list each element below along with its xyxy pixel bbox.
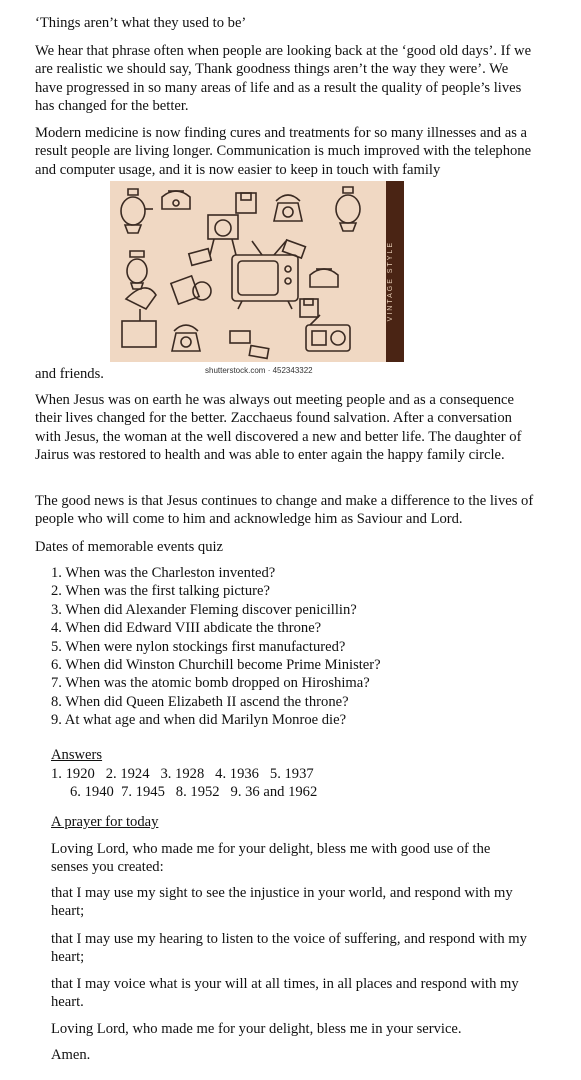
quiz-item: 9. At what age and when did Marilyn Monroe die? — [51, 712, 347, 729]
prayer-line: that I may voice what is your will at all times, in all places and respond with my heart. — [51, 976, 519, 1011]
samovar-icon — [121, 189, 153, 233]
telephone-icon — [172, 195, 302, 351]
paragraph-intro: We hear that phrase often when people are looking back at the ‘good old days’. If we are realistic we should say, Thank goodness things aren’t the way they were’. We have progressed in so many areas of life and as a result the quality of people’s lives has changed for the better. — [35, 43, 532, 115]
paragraph-jesus: When Jesus was on earth he was always out meeting people and as a consequence their lives changed for the better. Zacchaeus found salvation. After a conversation with Jesus, the woman at the well discovered a new and better life. The daughter of Jairus was restored to health and was able to enter again the happy family circle. — [35, 392, 522, 464]
quiz-item: 3. When did Alexander Fleming discover penicillin? — [51, 601, 357, 618]
radio-icon — [306, 315, 350, 351]
quiz-list — [51, 564, 381, 730]
gramophone-icon — [122, 288, 156, 347]
vintage-style-stripe — [386, 181, 404, 362]
prayer-heading: A prayer for today — [51, 814, 159, 830]
prayer-line: Loving Lord, who made me for your delight, bless me with good use of the senses you created: — [51, 841, 491, 876]
paragraph-medicine: Modern medicine is now finding cures and treatments for so many illnesses and as a result people are living longer. Communication is much improved with the telephone and computer usage, and it is now easier to keep in touch with family — [35, 125, 532, 178]
answers-heading: Answers — [51, 747, 103, 763]
samovar-right-icon — [336, 187, 360, 231]
vintage-icons-illustration — [110, 181, 386, 362]
prayer-line: that I may use my sight to see the injustice in your world, and respond with my heart; — [51, 885, 513, 920]
quiz-item: 7. When was the atomic bomb dropped on Hiroshima? — [51, 675, 370, 692]
camera-icon — [208, 215, 238, 255]
image-caption: shutterstock.com · 452343322 — [205, 366, 313, 375]
answers-line-1: 1. 1920 2. 1924 3. 1928 4. 1936 5. 1937 — [51, 766, 314, 782]
iron-right-icon — [310, 269, 338, 287]
record-icon — [171, 276, 211, 304]
quiz-item: 1. When was the Charleston invented? — [51, 565, 276, 581]
prayer-line: that I may use my hearing to listen to the voice of suffering, and respond with my heart; — [51, 931, 527, 966]
quiz-item: 6. When did Winston Churchill become Prime Minister? — [51, 657, 381, 674]
quiz-item: 8. When did Queen Elizabeth II ascend the throne? — [51, 693, 349, 710]
page-title: ‘Things aren’t what they used to be’ — [35, 15, 247, 31]
quiz-item: 2. When was the first talking picture? — [51, 583, 270, 600]
iron-icon — [162, 191, 190, 209]
prayer-line: Loving Lord, who made me for your delight, bless me in your service. — [51, 1021, 462, 1037]
answers-line-2: 6. 1940 7. 1945 8. 1952 9. 36 and 1962 — [70, 784, 318, 800]
quiz-title: Dates of memorable events quiz — [35, 539, 224, 555]
lamp-icon — [127, 251, 147, 289]
prayer-amen: Amen. — [51, 1047, 91, 1063]
vintage-style-label: VINTAGE STYLE — [387, 241, 394, 322]
quiz-item: 5. When were nylon stockings first manufactured? — [51, 638, 346, 655]
television-icon — [232, 241, 298, 309]
quiz-item: 4. When did Edward VIII abdicate the throne? — [51, 620, 322, 637]
paragraph-friends: and friends. — [35, 366, 104, 382]
vintage-items-image — [110, 181, 404, 362]
paragraph-good-news: The good news is that Jesus continues to change and make a difference to the lives of people who will come to him and acknowledge him as Saviour and Lord. — [35, 493, 534, 528]
